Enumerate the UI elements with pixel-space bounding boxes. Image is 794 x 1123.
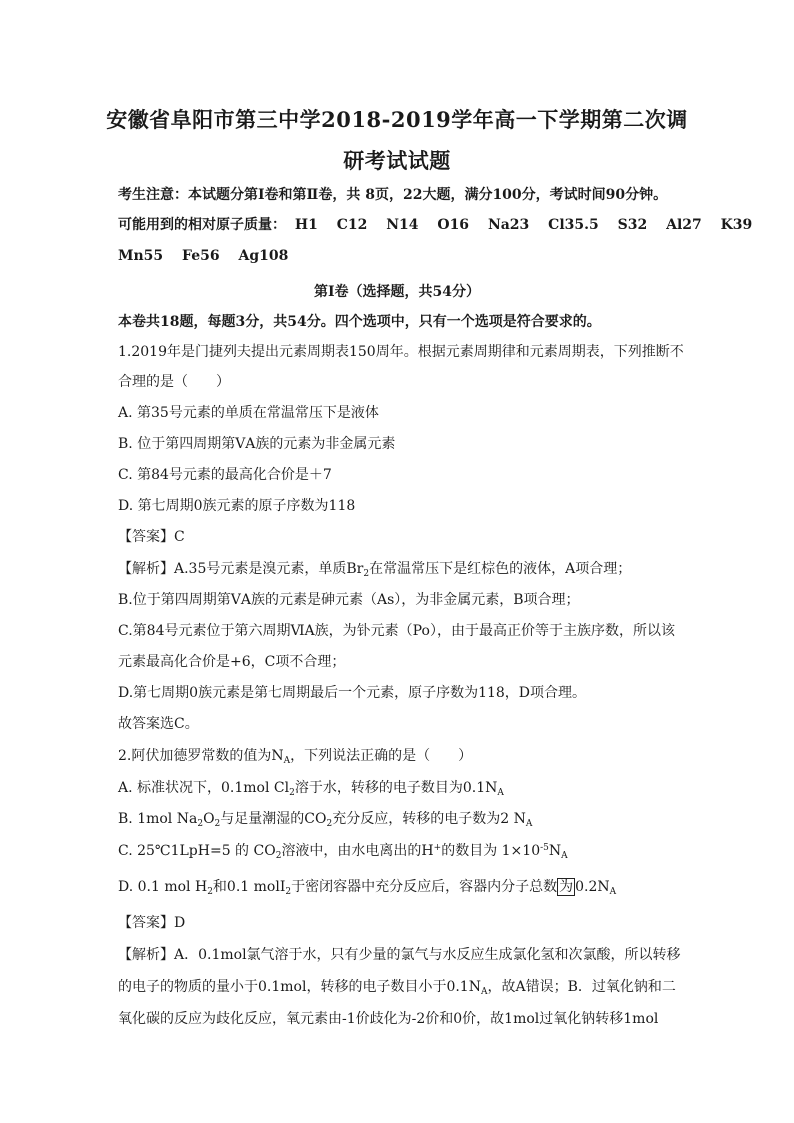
boxed-char: 为 bbox=[559, 879, 574, 895]
subscript: 2 bbox=[197, 819, 204, 829]
option-text: 和0.1 molI bbox=[212, 879, 286, 895]
subscript: 2 bbox=[275, 851, 282, 861]
document-title-line2: 研考试试题 bbox=[343, 148, 451, 173]
q2-stem bbox=[118, 746, 472, 766]
subscript: A bbox=[525, 819, 533, 829]
q1-analysis-b: B.位于第四周期第ⅤA族的元素是砷元素（As），为非金属元素，B项合理； bbox=[118, 592, 580, 608]
atomic-mass-item: Al27 bbox=[666, 217, 702, 233]
q1-option-b: B. 位于第四周期第ⅤA族的元素为非金属元素 bbox=[118, 436, 396, 452]
analysis-text: 在常温常压下是红棕色的液体，A项合理； bbox=[369, 561, 632, 577]
option-text: 充分反应，转移的电子数为2 N bbox=[332, 811, 526, 827]
document-title-line1: 安徽省阜阳市第三中学2018-2019学年高一下学期第二次调 bbox=[106, 107, 688, 132]
exam-notice: 考生注意：本试题分第Ⅰ卷和第Ⅱ卷，共 8页，22大题，满分100分，考试时间90分钟。 bbox=[118, 187, 668, 203]
option-text: 溶液中，由水电离出的H bbox=[281, 843, 434, 859]
q1-analysis-d: D.第七周期0族元素是第七周期最后一个元素，原子序数为118，D项合理。 bbox=[118, 685, 587, 701]
option-text: B. 1mol Na bbox=[118, 811, 198, 827]
analysis-text: A．0.1mol氯气溶于水，只有少量的氯气与水反应生成氯化氢和次氯酸，所以转移 bbox=[174, 947, 681, 963]
stem-text: ，下列说法正确的是（ ） bbox=[290, 748, 473, 764]
analysis-label: 【解析】 bbox=[118, 947, 174, 963]
q2-option-b bbox=[118, 809, 532, 829]
q2-option-a bbox=[118, 778, 504, 798]
atomic-mass-row1 bbox=[118, 215, 766, 235]
subscript: A bbox=[561, 851, 568, 861]
option-text: 于密闭容器中充分反应后，容器内分子总数 bbox=[291, 879, 558, 895]
atomic-mass-item: Mn55 bbox=[118, 248, 164, 264]
answer-label: 【答案】 bbox=[118, 529, 174, 545]
section-title: 第Ⅰ卷（选择题，共54分） bbox=[313, 284, 481, 300]
answer-value: C bbox=[174, 529, 185, 545]
option-text: 的数目为 1×10 bbox=[441, 843, 541, 859]
analysis-label: 【解析】 bbox=[118, 561, 174, 577]
atomic-mass-item: Cl35.5 bbox=[548, 217, 599, 233]
q1-option-d: D. 第七周期0族元素的原子序数为118 bbox=[118, 498, 356, 514]
analysis-text: ，故A错误；B．过氧化钠和二 bbox=[487, 979, 676, 995]
analysis-text: 的电子的物质的量小于0.1mol，转移的电子数目小于0.1N bbox=[118, 979, 481, 995]
q1-option-a: A. 第35号元素的单质在常温常压下是液体 bbox=[118, 405, 379, 421]
analysis-text: A.35号元素是溴元素，单质Br bbox=[174, 561, 364, 577]
superscript: + bbox=[433, 843, 442, 853]
atomic-mass-item: O16 bbox=[437, 217, 470, 233]
q1-option-c: C. 第84号元素的最高化合价是＋7 bbox=[118, 467, 332, 483]
subscript: 2 bbox=[214, 819, 221, 829]
atomic-mass-item: C12 bbox=[336, 217, 368, 233]
section-instruction: 本卷共18题，每题3分，共54分。四个选项中，只有一个选项是符合要求的。 bbox=[118, 314, 601, 330]
atomic-mass-item: Na23 bbox=[487, 217, 530, 233]
atomic-mass-row2 bbox=[118, 246, 302, 266]
answer-label: 【答案】 bbox=[118, 915, 174, 931]
atomic-mass-item: H1 bbox=[294, 217, 318, 233]
option-text: 0.2N bbox=[575, 879, 610, 895]
atomic-mass-item: Fe56 bbox=[182, 248, 220, 264]
atomic-mass-item: N14 bbox=[386, 217, 419, 233]
atomic-mass-item: S32 bbox=[617, 217, 648, 233]
q2-analysis-line2 bbox=[118, 977, 676, 997]
q2-analysis-line1 bbox=[118, 945, 681, 965]
answer-value: D bbox=[174, 915, 186, 931]
atomic-mass-label: 可能用到的相对原子质量： bbox=[118, 217, 286, 233]
q2-option-c bbox=[118, 841, 568, 861]
option-text: 与足量潮湿的CO bbox=[220, 811, 327, 827]
subscript: 2 bbox=[326, 819, 333, 829]
q2-answer bbox=[118, 913, 185, 933]
option-text: 溶于水，转移的电子数目为0.1N bbox=[294, 780, 498, 796]
option-text: A. 标准状况下，0.1mol Cl bbox=[118, 780, 290, 796]
subscript: A bbox=[480, 987, 488, 997]
q1-answer bbox=[118, 527, 185, 547]
subscript: A bbox=[609, 887, 617, 897]
subscript: 2 bbox=[285, 887, 292, 897]
q2-option-d bbox=[118, 877, 616, 897]
superscript: -5 bbox=[540, 843, 549, 853]
stem-text: 2.阿伏加德罗常数的值为N bbox=[118, 748, 284, 764]
q1-analysis-c-line2: 元素最高化合价是+6，C项不合理； bbox=[118, 654, 346, 670]
option-text: N bbox=[548, 843, 562, 859]
subscript: 2 bbox=[289, 788, 295, 798]
subscript: A bbox=[497, 788, 504, 798]
option-text: C. 25℃1LpH=5 的 CO bbox=[118, 843, 276, 859]
option-text: D. 0.1 mol H bbox=[118, 879, 208, 895]
subscript: A bbox=[283, 756, 291, 766]
q1-stem-line2: 合理的是（ ） bbox=[118, 374, 230, 390]
q1-conclusion: 故答案选C。 bbox=[118, 716, 199, 732]
q1-stem-line1: 1.2019年是门捷列夫提出元素周期表150周年。根据元素周期律和元素周期表，下列推断不 bbox=[118, 344, 684, 360]
atomic-mass-item: Ag108 bbox=[238, 248, 289, 264]
q2-analysis-line3: 氧化碳的反应为歧化反应，氧元素由-1价歧化为-2价和0价，故1mol过氧化钠转移1mol bbox=[118, 1011, 659, 1027]
atomic-mass-item: K39 bbox=[720, 217, 753, 233]
subscript: 2 bbox=[363, 569, 370, 579]
subscript: 2 bbox=[207, 887, 213, 897]
q1-analysis-a bbox=[118, 559, 631, 579]
option-text: O bbox=[203, 811, 215, 827]
q1-analysis-c-line1: C.第84号元素位于第六周期ⅥA族，为钋元素（Po），由于最高正价等于主族序数，所以该 bbox=[118, 623, 675, 639]
